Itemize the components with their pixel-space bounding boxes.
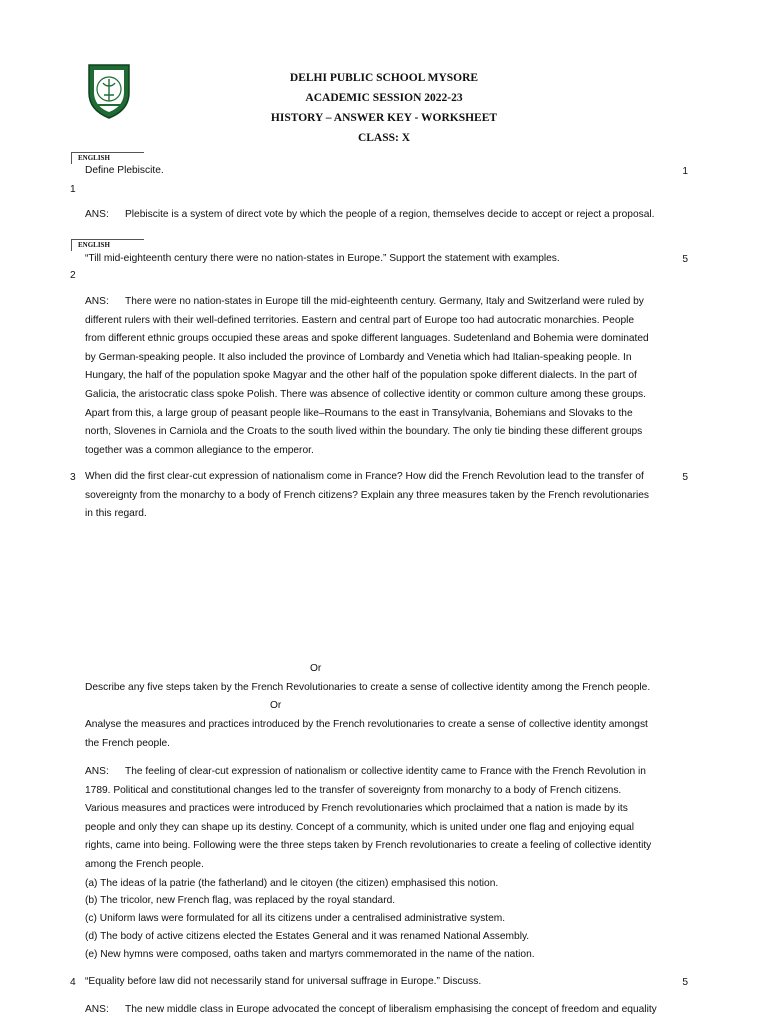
question-4-answer — [85, 1001, 657, 1020]
question-2-answer: ANS: There were no nation-states in Europe till the mid-eighteenth century. Germany, Italy and Switzerland were ruled by different rulers with their well-defined territories. Eastern and central part of Europe too had autocratic monarchies. People from different ethnic groups occupied these areas and spoke different languages. Sudetenland and Bohemia were dominated by German-speaking people. It also included the province of Lombardy and Venetia which had Italian-speaking people. In Hungary, the half of the population spoke Magyar and the other half of the population spoke different dialects. In the part of Galicia, the aristocratic class spoke Polish. There was absence of collective identity or common culture among these groups. Apart from this, a large group of peasant people like–Roumans to the east in Transylvania, Bohemians and Slovaks to the north, Slovenes in Carniola and the Croats to the south lived within the boundary. The only tie binding these different groups together was a common allegiance to the emperor. — [85, 293, 685, 460]
question-1-answer — [85, 206, 654, 225]
worksheet-title: HISTORY – ANSWER KEY - WORKSHEET — [270, 112, 498, 124]
answer-label: ANS: — [85, 209, 109, 220]
question-4-marks: 5 — [682, 977, 688, 988]
question-3-answer: ANS: The feeling of clear-cut expression of nationalism or collective identity came to France with the French Revolution in 1789. Political and constitutional changes led to the transfer of sovereignty from monarchy to a body of French citizens. Various measures and practices were introduced by French revolutionaries which proclaimed that a nation is made by its people and only they can shape up its destiny. Concept of a community, which is united under one flag and enjoying equal rights, came into being. Following were the three steps taken by French revolutionaries to create a feeling of collective identity among the French people. (a) The ideas of la patrie (the fatherland) and le citoyen (the citizen) emphasised this notion. (b) The tricolor, new French flag, was replaced by the royal standard. (c) Uniform laws were formulated for all its citizens under a centralised administrative system. (d) The body of active citizens elected the Estates General and it was renamed National Assembly. (e) New hymns were composed, oaths taken and martyrs commemorated in the name of the nation. — [85, 763, 685, 964]
question-2-number: 2 — [70, 270, 76, 281]
school-name: DELHI PUBLIC SCHOOL MYSORE — [289, 72, 479, 84]
question-1-marks: 1 — [682, 166, 688, 177]
answer-text: The new middle class in Europe advocated the concept of liberalism emphasising the concept of freedom and equality — [125, 1004, 657, 1015]
question-3-text: When did the first clear-cut expression of nationalism come in France? How did the French Revolution lead to the transfer of sovereignty from the monarchy to a body of French citizens? Explain any three measures taken by the French revolutionaries in this regard. — [85, 471, 649, 520]
question-1-number: 1 — [70, 184, 76, 195]
question-1-text: Define Plebiscite. — [85, 165, 164, 176]
question-2-marks: 5 — [682, 254, 688, 265]
question-4-number: 4 — [70, 977, 76, 988]
question-3-number: 3 — [70, 472, 76, 483]
academic-session: ACADEMIC SESSION 2022-23 — [305, 92, 463, 104]
or-divider: Or — [310, 663, 322, 674]
question-3-alternative-2: Analyse the measures and practices introduced by the French revolutionaries to create a sense of collective identity amongst the French people. — [85, 719, 648, 749]
question-2-text: “Till mid-eighteenth century there were no nation-states in Europe.” Support the statement with examples. — [85, 253, 560, 264]
question-4-text: “Equality before law did not necessarily stand for universal suffrage in Europe.” Discuss. — [85, 976, 482, 987]
language-tag: ENGLISH — [71, 239, 144, 251]
class-label: CLASS: X — [357, 132, 411, 144]
question-3-marks: 5 — [682, 472, 688, 483]
answer-text: Plebiscite is a system of direct vote by which the people of a region, themselves decide to accept or reject a proposal. — [125, 209, 655, 220]
answer-label: ANS: — [85, 1004, 109, 1015]
answer-label: ANS: — [85, 296, 109, 307]
document-header — [0, 68, 768, 148]
language-tag: ENGLISH — [71, 152, 144, 164]
answer-label: ANS: — [85, 766, 109, 777]
or-divider: Or — [270, 700, 282, 711]
question-3-alternative-1: Describe any five steps taken by the French Revolutionaries to create a sense of collective identity among the French people. — [85, 682, 651, 693]
